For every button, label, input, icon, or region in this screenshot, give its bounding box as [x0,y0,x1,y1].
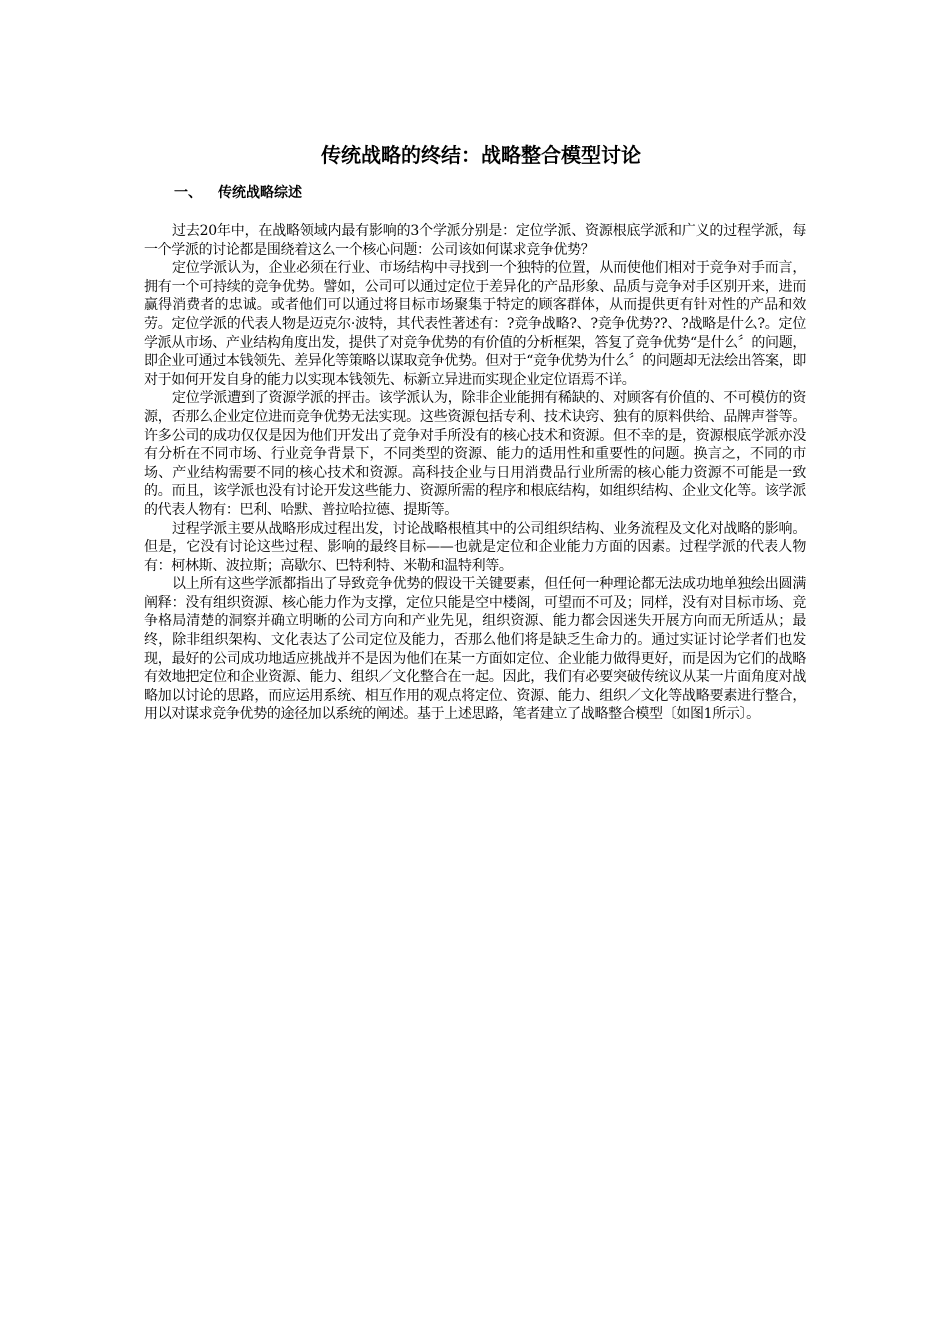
document-title: 传统战略的终结：战略整合模型讨论 [321,143,641,167]
paragraph-conclusion: 以上所有这些学派都指出了导致竞争优势的假设干关键要素，但任何一种理论都无法成功地单独绘出圆满阐释：没有组织资源、核心能力作为支撑，定位只能是空中楼阁，可望而不可及；同样，没有对目标市场、竞争格局清楚的洞察并确立明晰的公司方向和产业先见，组织资源、能力都会因迷失开展方向而无所适从；最终，除非组织架构、文化表达了公司定位及能力，否那么他们将是缺乏生命力的。通过实证讨论学者们也发现，最好的公司成功地适应挑战并不是因为他们在某一方面如定位、企业能力做得更好，而是因为它们的战略有效地把定位和企业资源、能力、组织／文化整合在一起。因此，我们有必要突破传统议从某一片面角度对战略加以讨论的思路，而应运用系统、相互作用的观点将定位、资源、能力、组织／文化等战略要素进行整合，用以对谋求竞争优势的途径加以系统的阐述。基于上述思路，笔者建立了战略整合模型〔如图1所示〕。 [144,576,806,723]
paragraph-process-school: 过程学派主要从战略形成过程出发，讨论战略根植其中的公司组织结构、业务流程及文化对战略的影响。但是，它没有讨论这些过程、影响的最终目标——也就是定位和企业能力方面的因素。过程学派的代表人物有：柯林斯、波拉斯；高歇尔、巴特利特、米勒和温特利等。 [144,520,806,574]
section-title: 传统战略综述 [218,185,302,201]
paragraph-resource-school: 定位学派遭到了资源学派的抨击。该学派认为，除非企业能拥有稀缺的、对顾客有价值的、不可模仿的资源，否那么企业定位进而竞争优势无法实现。这些资源包括专利、技术诀窍、独有的原料供给、品牌声誉等。许多公司的成功仅仅是因为他们开发出了竞争对手所没有的核心技术和资源。但不幸的是，资源根底学派亦没有分析在不同市场、行业竞争背景下，不同类型的资源、能力的适用性和重要性的问题。换言之，不同的市场、产业结构需要不同的核心技术和资源。高科技企业与日用消费品行业所需的核心能力资源不可能是一致的。而且，该学派也没有讨论开发这些能力、资源所需的程序和根底结构，如组织结构、企业文化等。该学派的代表人物有：巴利、哈默、普拉哈拉德、提斯等。 [144,390,806,518]
paragraph-positioning-school: 定位学派认为，企业必须在行业、市场结构中寻找到一个独特的位置，从而使他们相对于竞争对手而言，拥有一个可持续的竞争优势。譬如，公司可以通过定位于差异化的产品形象、品质与竞争对手区别开来，进而赢得消费者的忠诚。或者他们可以通过将目标市场聚集于特定的顾客群体，从而提供更有针对性的产品和效劳。定位学派的代表人物是迈克尔·波特，其代表性著述有：?竞争战略?、?竞争优势??、?战略是什么?。定位学派从市场、产业结构角度出发，提供了对竞争优势的有价值的分析框架，答复了竞争优势“是什么〞的问题，即企业可通过本钱领先、差异化等策略以谋取竞争优势。但对于“竞争优势为什么〞的问题却无法绘出答案，即对于如何开发自身的能力以实现本钱领先、标新立异进而实现企业定位语焉不详。 [144,260,807,388]
paragraph-intro: 过去20年中，在战略领域内最有影响的3个学派分别是：定位学派、资源根底学派和广义的过程学派，每一个学派的讨论都是围绕着这么一个核心问题：公司该如何谋求竞争优势？ [144,223,806,258]
section-heading [144,182,806,204]
section-number: 一、 [174,185,202,201]
document-body [144,140,806,724]
